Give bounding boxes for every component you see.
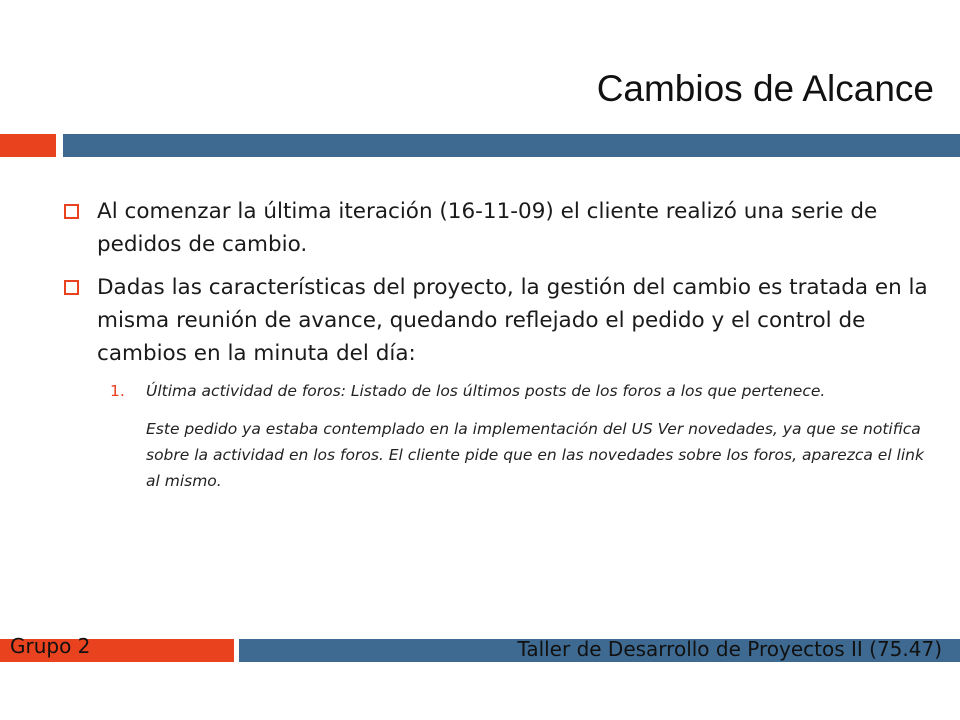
bullet-text: Dadas las características del proyecto, la gestión del cambio es tratada en la misma reunión de avance, quedando reflejado el pedido y el control de cambios en la minuta del día: (97, 275, 928, 366)
footer-course-label: Taller de Desarrollo de Proyectos II (75.47) (517, 637, 942, 661)
bullet-text: Al comenzar la última iteración (16-11-09) el cliente realizó una serie de pedidos de cambio. (97, 199, 878, 257)
title-accent-bar (0, 134, 56, 157)
square-bullet-icon (64, 280, 79, 295)
item-number: 1. (110, 382, 125, 400)
numbered-item (110, 378, 932, 404)
slide-title: Cambios de Alcance (596, 68, 934, 109)
slide-content (62, 195, 932, 494)
bullet-item (62, 271, 932, 370)
bullet-item (62, 195, 932, 261)
square-bullet-icon (64, 204, 79, 219)
footer-group-label: Grupo 2 (10, 634, 91, 658)
title-divider-bar (63, 134, 960, 157)
numbered-item-text: Última actividad de foros: Listado de los últimos posts de los foros a los que pertenece. (146, 382, 826, 400)
numbered-item-note: Este pedido ya estaba contemplado en la implementación del US Ver novedades, ya que se notifica sobre la actividad en los foros. El cliente pide que en las novedades sobre los foros, aparezca el link al mismo. (146, 420, 924, 490)
